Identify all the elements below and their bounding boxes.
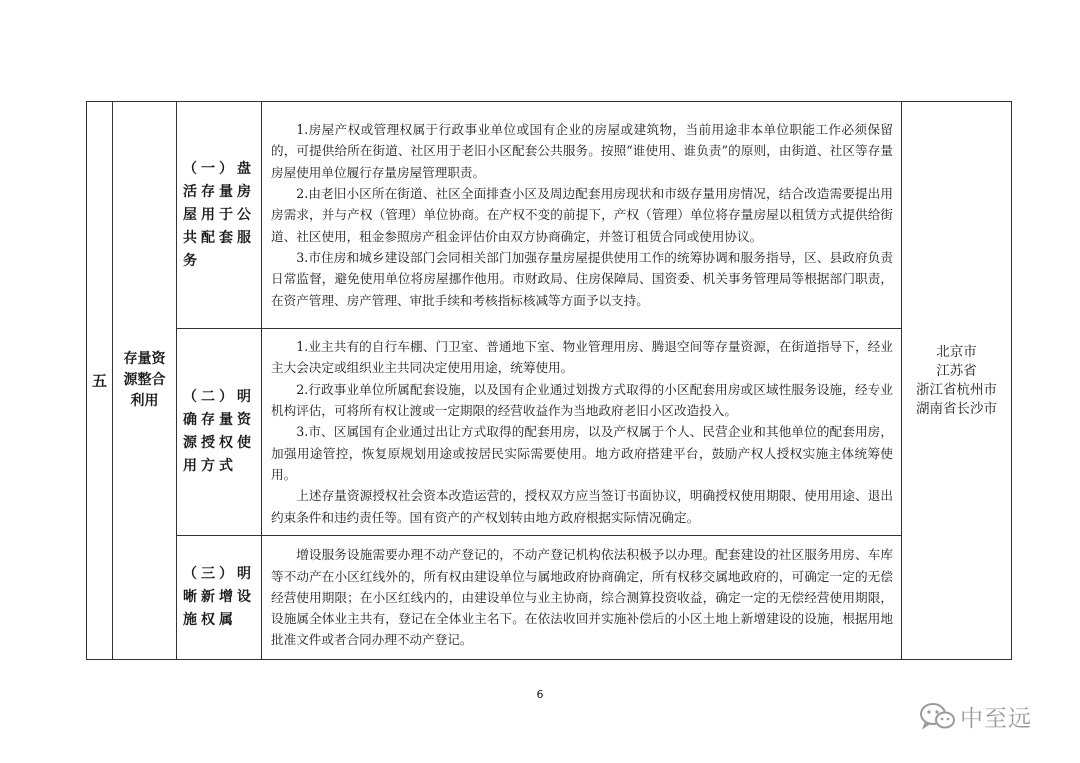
row-number-cell: 五 — [87, 102, 113, 660]
cities-cell — [902, 102, 1012, 660]
subsection-content — [262, 102, 902, 329]
watermark — [918, 698, 1032, 734]
table-row — [87, 536, 1012, 660]
paragraph: 2.由老旧小区所在街道、社区全面排查小区及周边配套用房现状和市级存量用房情况，结合改造需要提出用房需求，并与产权（管理）单位协商。在产权不变的前提下，产权（管理）单位将存量房屋以租赁方式提供给街道、社区使用，租金参照房产租金评估价由双方协商确定，并签订租赁合同或使用协议。 — [271, 186, 893, 244]
category-cell: 存量资源整合利用 — [113, 102, 177, 660]
paragraph: 1.业主共有的自行车棚、门卫室、普通地下室、物业管理用房、腾退空间等存量资源，在街道指导下，经业主大会决定或组织业主共同决定使用用途，统筹使用。 — [271, 339, 893, 376]
city-name: 湖南省长沙市 — [916, 400, 997, 417]
subsection-content — [262, 329, 902, 536]
page-number: 6 — [536, 688, 544, 701]
watermark-text: 中至远 — [960, 705, 1032, 732]
subsection-title: （二）明确存量资源授权使用方式 — [177, 329, 262, 536]
table-row — [87, 329, 1012, 536]
subsection-title: （一）盘活存量房屋用于公共配套服务 — [177, 102, 262, 329]
paragraph: 上述存量资源授权社会资本改造运营的，授权双方应当签订书面协议，明确授权使用期限、使用用途、退出约束条件和违约责任等。国有资产的产权划转由地方政府根据实际情况确定。 — [271, 488, 893, 525]
wechat-icon — [918, 701, 956, 731]
paragraph: 增设服务设施需要办理不动产登记的，不动产登记机构依法积极予以办理。配套建设的社区服务用房、车库等不动产在小区红线外的，所有权由建设单位与属地政府协商确定，所有权移交属地政府的，可确定一定的无偿经营使用期限；在小区红线内的，由建设单位与业主协商，综合测算投资收益，确定一定的无偿经营使用期限，设施属全体业主共有，登记在全体业主名下。在依法收回并实施补偿后的小区土地上新增建设的设施，根据用地批准文件或者合同办理不动产登记。 — [271, 547, 893, 648]
paragraph: 1.房屋产权或管理权属于行政事业单位或国有企业的房屋或建筑物，当前用途非本单位职能工作必须保留的，可提供给所在街道、社区用于老旧小区配套公共服务。按照“谁使用、谁负责”的原则，由街道、社区等存量房屋使用单位履行存量房屋管理职责。 — [271, 122, 893, 180]
city-name: 浙江省杭州市 — [916, 381, 997, 398]
policy-table — [86, 101, 1012, 660]
subsection-content — [262, 536, 902, 660]
city-name: 江苏省 — [936, 362, 977, 379]
city-name: 北京市 — [936, 343, 977, 360]
paragraph: 3.市、区属国有企业通过出让方式取得的配套用房，以及产权属于个人、民营企业和其他单位的配套用房，加强用途管控，恢复原规划用途或按居民实际需要使用。地方政府搭建平台，鼓励产权人授权实施主体统筹使用。 — [271, 424, 893, 482]
table-row — [87, 102, 1012, 329]
paragraph: 2.行政事业单位所属配套设施，以及国有企业通过划拨方式取得的小区配套用房或区域性服务设施，经专业机构评估，可将所有权让渡或一定期限的经营收益作为当地政府老旧小区改造投入。 — [271, 381, 893, 419]
subsection-title: （三）明晰新增设施权属 — [177, 536, 262, 660]
paragraph: 3.市住房和城乡建设部门会同相关部门加强存量房屋提供使用工作的统筹协调和服务指导，区、县政府负责日常监督，避免使用单位将房屋挪作他用。市财政局、住房保障局、国资委、机关事务管理局等根据部门职责，在资产管理、房产管理、审批手续和考核指标核减等方面予以支持。 — [271, 249, 893, 308]
